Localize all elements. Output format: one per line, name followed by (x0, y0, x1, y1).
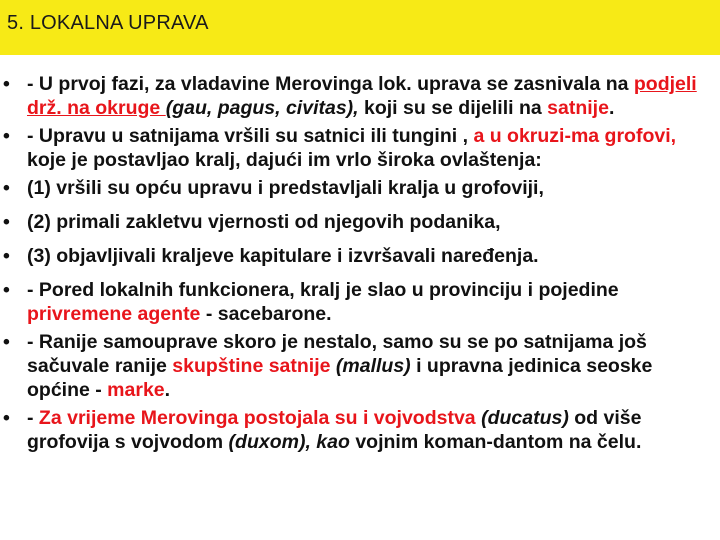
bullet-icon: • (3, 331, 10, 353)
title-bar (0, 0, 720, 55)
text-run-italic: kao (316, 431, 350, 453)
text-run-italic: (mallus) (335, 355, 411, 377)
bullet-icon: • (3, 125, 10, 147)
text-run-italic: (ducatus) (481, 407, 569, 429)
bullet-icon: • (3, 73, 10, 95)
bullet-item (0, 278, 720, 326)
bullet-item (0, 330, 720, 402)
text-run: koji su se dijelili na (358, 97, 548, 119)
slide-content (0, 72, 720, 454)
text-run: - (27, 407, 39, 429)
text-run-italic: (duxom), (228, 431, 311, 453)
bullet-list (0, 72, 720, 454)
bullet-item (0, 244, 720, 268)
bullet-item (0, 124, 720, 172)
text-run: (2) primali zakletvu vjernosti od njegovih podanika, (27, 211, 501, 233)
text-run-red: satnije (547, 97, 609, 119)
text-run: koje je postavljao kralj, dajući im vrlo široka ovlaštenja: (27, 149, 542, 171)
bullet-item (0, 406, 720, 454)
slide-title: 5. LOKALNA UPRAVA (7, 12, 209, 34)
text-run-red: a u okruzi-ma grofovi, (473, 125, 677, 147)
text-run: - Ranije samouprave skoro je nestalo, samo su se po satnijama još sačuvale ranije (27, 331, 647, 377)
text-run-italic: (gau, pagus, civitas), (165, 97, 359, 119)
text-run: . (608, 97, 615, 119)
text-run: - Pored lokalnih funkcionera, kralj je slao u provinciju i pojedine (27, 279, 619, 301)
bullet-icon: • (3, 407, 10, 429)
text-run: - U prvoj fazi, za vladavine Merovinga lok. uprava se zasnivala na (27, 73, 634, 95)
text-run: vojnim koman-dantom na čelu. (349, 431, 642, 453)
text-run-red: marke (107, 379, 165, 401)
text-run: od više grofovija s vojvodom (27, 407, 642, 453)
bullet-item (0, 210, 720, 234)
bullet-icon: • (3, 245, 10, 267)
text-run-red: privremene agente (27, 303, 201, 325)
text-run-red: Za vrijeme Merovinga postojala su i vojvodstva (38, 407, 476, 429)
text-run: - Upravu u satnijama vršili su satnici ili tungini , (27, 125, 474, 147)
bullet-item (0, 72, 720, 120)
bullet-icon: • (3, 211, 10, 233)
text-run: i upravna jedinica seoske općine - (27, 355, 653, 401)
text-run-red: skupštine satnije (172, 355, 331, 377)
text-run: (3) objavljivali kraljeve kapitulare i izvršavali naređenja. (27, 245, 539, 267)
bullet-icon: • (3, 279, 10, 301)
bullet-icon: • (3, 177, 10, 199)
bullet-item (0, 176, 720, 200)
text-run: (1) vršili su opću upravu i predstavljali kralja u grofoviji, (27, 177, 544, 199)
text-run-red-underlined: podjeli drž. na okruge (27, 73, 697, 119)
text-run: - sacebarone. (200, 303, 332, 325)
text-run: . (164, 379, 171, 401)
